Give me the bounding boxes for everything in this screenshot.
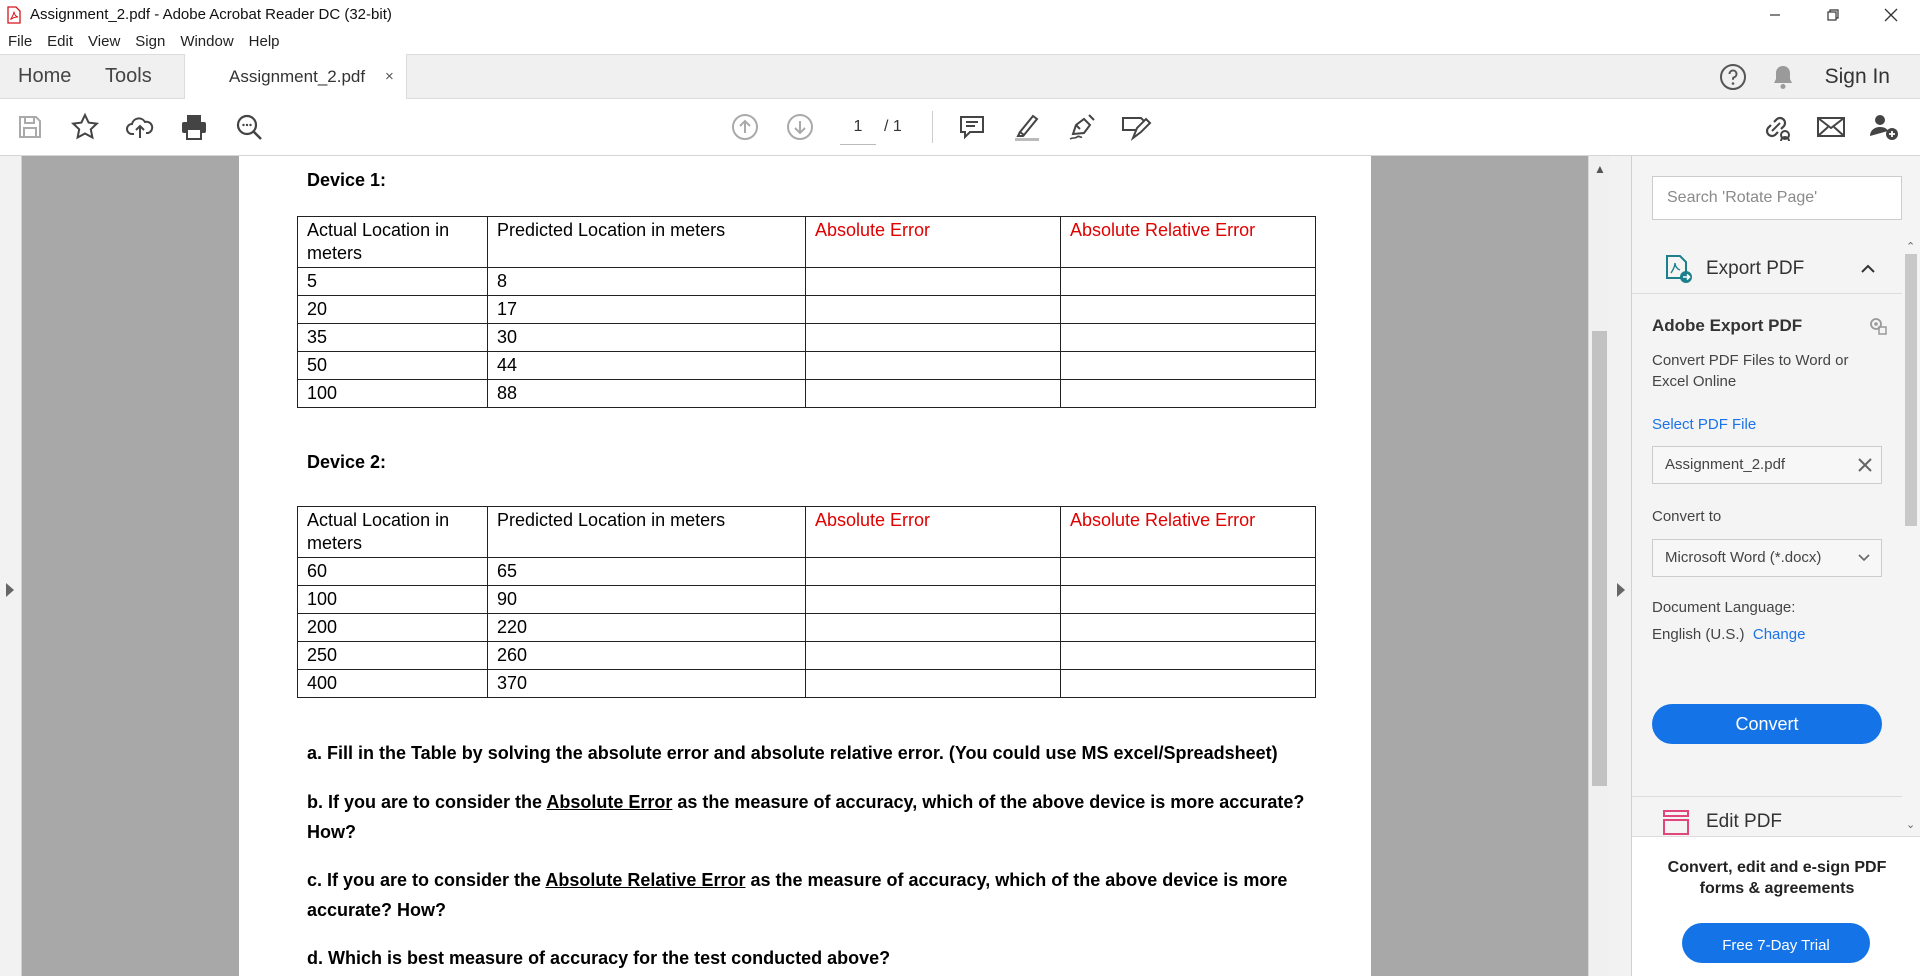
title-bar	[0, 0, 1920, 29]
table-header-predicted: Predicted Location in meters	[488, 217, 806, 268]
table-cell	[1061, 296, 1316, 324]
table-cell: 88	[488, 380, 806, 408]
document-tab-label: Assignment_2.pdf	[229, 66, 366, 86]
convert-format-dropdown[interactable]	[1652, 539, 1882, 577]
table-cell: 20	[298, 296, 488, 324]
question-c	[307, 865, 1327, 925]
zoom-button[interactable]	[233, 111, 265, 143]
table-row	[298, 614, 1316, 642]
bookmark-button[interactable]	[69, 111, 101, 143]
table-cell: 400	[298, 670, 488, 698]
minimize-icon	[1769, 9, 1781, 21]
pdf-page	[239, 156, 1371, 976]
star-icon	[70, 112, 100, 142]
mail-icon	[1816, 115, 1846, 139]
table-cell: 100	[298, 380, 488, 408]
next-page-button[interactable]	[784, 111, 816, 143]
table-cell: 100	[298, 586, 488, 614]
table-header-absolute-error: Absolute Error	[806, 217, 1061, 268]
pen-sign-icon	[1067, 112, 1097, 142]
table-cell: 35	[298, 324, 488, 352]
header-right-tools	[1719, 55, 1920, 98]
edit-pdf-section-header[interactable]	[1632, 796, 1902, 840]
document-language-label: Document Language:	[1652, 599, 1796, 616]
window-controls	[1746, 0, 1920, 29]
trial-promo	[1632, 836, 1920, 976]
export-pdf-section-header[interactable]	[1632, 244, 1902, 294]
question-c-lead: c. If you are to consider the	[307, 870, 546, 890]
right-panel-toggle[interactable]	[1610, 156, 1632, 976]
document-language-value: English (U.S.)	[1652, 626, 1745, 643]
table-cell: 50	[298, 352, 488, 380]
close-window-button[interactable]	[1862, 0, 1920, 29]
export-pdf-label: Export PDF	[1706, 257, 1805, 279]
question-b-emphasis: Absolute Error	[546, 792, 673, 812]
edit-tag-icon	[1121, 112, 1153, 142]
tools-pane-scrollbar[interactable]	[1902, 240, 1920, 836]
menu-file[interactable]: File	[8, 33, 33, 50]
window-title: Assignment_2.pdf - Adobe Acrobat Reader DC (32-bit)	[30, 6, 392, 23]
table-row	[298, 296, 1316, 324]
share-link-icon	[1761, 112, 1793, 142]
close-icon	[1884, 8, 1898, 22]
change-language-link[interactable]: Change	[1752, 626, 1806, 643]
table-cell: 260	[488, 642, 806, 670]
table-cell	[1061, 614, 1316, 642]
tab-bar	[0, 54, 1920, 99]
document-language-row	[1652, 621, 1805, 648]
menu-view[interactable]: View	[88, 33, 121, 50]
arrow-down-circle-icon	[786, 113, 814, 141]
table-row	[298, 642, 1316, 670]
document-language	[1652, 594, 1805, 648]
table-cell	[1061, 268, 1316, 296]
chevron-down-icon	[1857, 540, 1871, 576]
table-cell	[1061, 352, 1316, 380]
collapse-right-icon	[1617, 583, 1625, 597]
device1-title: Device 1:	[307, 170, 387, 190]
table-cell	[1061, 586, 1316, 614]
document-scrollbar[interactable]	[1588, 156, 1610, 976]
question-b-rest: as the measure of accuracy, which of the above device is more accurate? How?	[307, 792, 1305, 842]
highlighter-icon	[1012, 112, 1042, 142]
table-cell	[806, 268, 1061, 296]
minimize-button[interactable]	[1746, 0, 1804, 29]
table-row	[298, 268, 1316, 296]
table-header-relative-error: Absolute Relative Error	[1061, 217, 1316, 268]
comment-icon	[958, 113, 986, 141]
menu-bar	[0, 29, 1920, 54]
table-header-relative-error: Absolute Relative Error	[1061, 507, 1316, 558]
table-cell	[806, 586, 1061, 614]
restore-button[interactable]	[1804, 0, 1862, 29]
previous-page-button[interactable]	[729, 111, 761, 143]
table-row	[298, 586, 1316, 614]
page-total: / 1	[884, 118, 902, 135]
print-icon	[179, 112, 209, 142]
arrow-up-circle-icon	[731, 113, 759, 141]
add-user-button[interactable]	[1868, 111, 1900, 143]
table-row	[298, 352, 1316, 380]
table-cell: 65	[488, 558, 806, 586]
restore-icon	[1827, 9, 1839, 21]
export-settings-icon[interactable]	[1868, 316, 1888, 336]
share-link-button[interactable]	[1761, 111, 1793, 143]
table-cell: 200	[298, 614, 488, 642]
table-row	[298, 380, 1316, 408]
highlight-button[interactable]	[1011, 111, 1043, 143]
left-panel-toggle[interactable]	[0, 156, 22, 976]
table-cell	[806, 296, 1061, 324]
more-tools-button[interactable]	[1121, 111, 1153, 143]
table-cell: 90	[488, 586, 806, 614]
fill-sign-button[interactable]	[1066, 111, 1098, 143]
menu-edit[interactable]: Edit	[47, 33, 74, 50]
device1-table	[297, 216, 1316, 408]
table-cell: 370	[488, 670, 806, 698]
tab-document[interactable]	[184, 54, 407, 99]
table-cell: 30	[488, 324, 806, 352]
select-pdf-file-link[interactable]: Select PDF File	[1652, 416, 1757, 433]
promo-text: Convert, edit and e-sign PDF forms & agreements	[1667, 859, 1887, 897]
edit-pdf-icon	[1662, 809, 1690, 837]
table-cell	[1061, 380, 1316, 408]
device2-title: Device 2:	[307, 452, 387, 472]
menu-window[interactable]: Window	[180, 33, 234, 50]
table-cell	[806, 324, 1061, 352]
convert-format-value: Microsoft Word (*.docx)	[1665, 549, 1822, 566]
table-cell: 5	[298, 268, 488, 296]
question-c-rest: as the measure of accuracy, which of the above device is more accurate? How?	[307, 870, 1288, 920]
scroll-up-icon[interactable]: ⌃	[1906, 241, 1916, 253]
scroll-up-icon[interactable]: ▲	[1594, 162, 1606, 176]
question-a: a. Fill in the Table by solving the absolute error and absolute relative error. (You could use MS excel/Spreadsheet)	[307, 743, 1278, 763]
print-button[interactable]	[178, 111, 210, 143]
chevron-up-icon[interactable]	[1860, 264, 1876, 274]
table-header-actual: Actual Location in meters	[298, 217, 488, 268]
table-cell	[806, 614, 1061, 642]
question-c-emphasis: Absolute Relative Error	[545, 870, 746, 890]
adobe-export-title: Adobe Export PDF	[1652, 316, 1803, 335]
notifications-bell-icon[interactable]	[1771, 64, 1795, 90]
free-trial-button[interactable]: Free 7-Day Trial	[1682, 923, 1870, 963]
upload-button[interactable]	[124, 111, 156, 143]
convert-button[interactable]: Convert	[1652, 704, 1882, 744]
menu-sign[interactable]: Sign	[135, 33, 166, 50]
menu-help[interactable]: Help	[248, 33, 280, 50]
table-row	[298, 558, 1316, 586]
table-cell	[806, 352, 1061, 380]
clear-file-icon[interactable]	[1857, 447, 1873, 483]
export-description: Convert PDF Files to Word or Excel Online	[1652, 352, 1849, 390]
question-b-lead: b. If you are to consider the	[307, 792, 547, 812]
table-cell	[1061, 670, 1316, 698]
comment-button[interactable]	[956, 111, 988, 143]
edit-pdf-label: Edit PDF	[1706, 811, 1783, 832]
save-button[interactable]	[14, 111, 46, 143]
help-icon[interactable]	[1719, 63, 1747, 91]
save-icon	[17, 114, 43, 140]
question-b	[307, 787, 1327, 847]
table-cell: 60	[298, 558, 488, 586]
toolbar	[0, 99, 1920, 156]
table-row	[298, 324, 1316, 352]
cloud-upload-icon	[125, 112, 155, 142]
email-button[interactable]	[1815, 111, 1847, 143]
table-header-absolute-error: Absolute Error	[806, 507, 1061, 558]
page-number-input[interactable]: 1	[840, 109, 876, 145]
scrollbar-thumb[interactable]	[1905, 254, 1917, 526]
selected-file-name: Assignment_2.pdf	[1665, 456, 1786, 473]
table-row	[298, 670, 1316, 698]
table-header-actual: Actual Location in meters	[298, 507, 488, 558]
tools-pane	[1632, 156, 1920, 976]
acrobat-icon	[6, 6, 22, 24]
table-cell	[806, 670, 1061, 698]
table-cell	[1061, 324, 1316, 352]
table-cell	[806, 642, 1061, 670]
selected-file-field[interactable]	[1652, 446, 1882, 484]
device2-table	[297, 506, 1316, 698]
toolbar-divider	[932, 111, 933, 143]
question-d: d. Which is best measure of accuracy for the test conducted above?	[307, 948, 891, 968]
tab-home[interactable]: Home	[18, 65, 72, 87]
table-cell	[1061, 642, 1316, 670]
table-cell	[806, 380, 1061, 408]
convert-to-label: Convert to	[1652, 508, 1722, 525]
table-cell: 250	[298, 642, 488, 670]
scrollbar-thumb[interactable]	[1592, 331, 1607, 786]
expand-left-icon	[6, 583, 14, 597]
export-pdf-icon	[1662, 253, 1694, 285]
table-cell	[806, 558, 1061, 586]
scroll-down-icon[interactable]: ⌄	[1906, 819, 1916, 831]
table-header-predicted: Predicted Location in meters	[488, 507, 806, 558]
table-cell: 8	[488, 268, 806, 296]
close-tab-icon[interactable]: ×	[385, 68, 394, 85]
sign-in-link[interactable]: Sign In	[1824, 64, 1890, 88]
add-person-icon	[1868, 112, 1900, 142]
tab-tools[interactable]: Tools	[105, 65, 152, 87]
table-cell: 17	[488, 296, 806, 324]
tools-search-input[interactable]: Search 'Rotate Page'	[1652, 176, 1902, 220]
table-cell	[1061, 558, 1316, 586]
zoom-search-icon	[234, 112, 264, 142]
table-cell: 220	[488, 614, 806, 642]
table-cell: 44	[488, 352, 806, 380]
